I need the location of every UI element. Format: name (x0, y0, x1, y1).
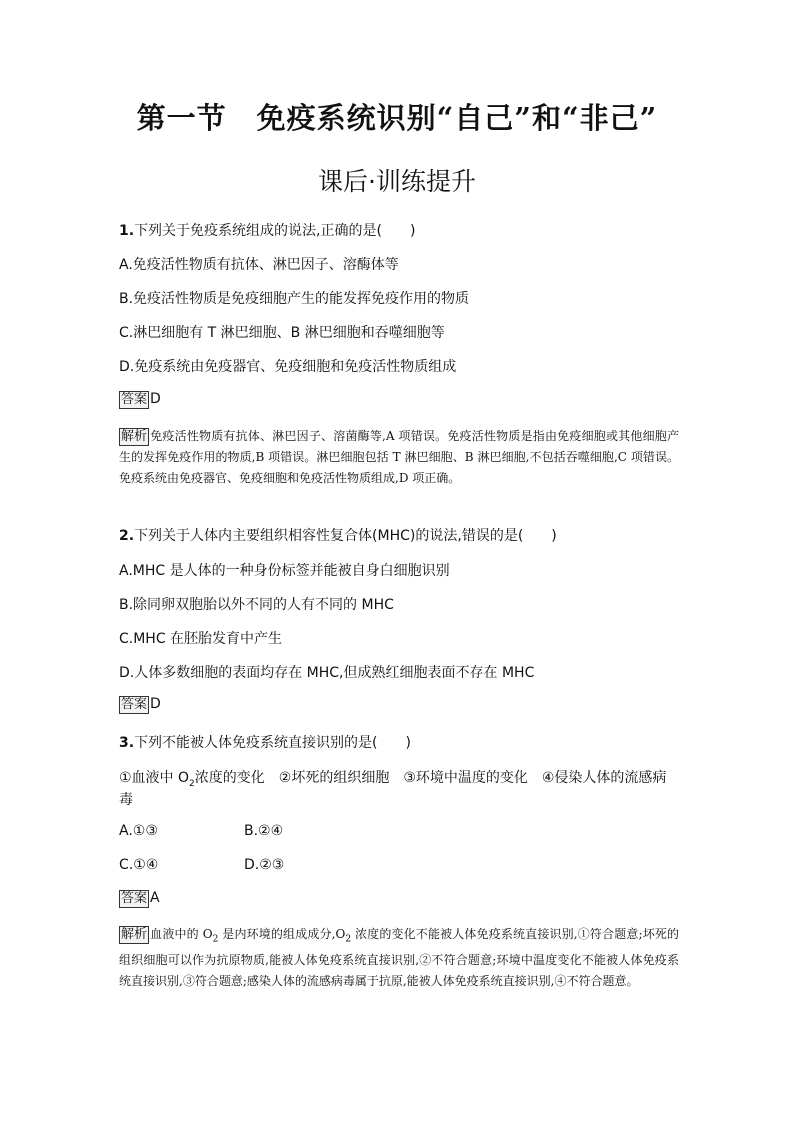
q3-options-row-2 (119, 857, 285, 873)
subscript: 2 (212, 934, 219, 945)
q1-option-d: D.免疫系统由免疫器官、免疫细胞和免疫活性物质组成 (119, 359, 457, 375)
question-text: 下列不能被人体免疫系统直接识别的是( ) (134, 735, 411, 751)
explanation-label: 解析 (121, 927, 148, 942)
answer-value: A (150, 890, 160, 906)
q3-option-a: A.①③ (119, 823, 158, 839)
q3-option-b: B.②④ (244, 823, 284, 839)
question-1-stem (119, 220, 415, 240)
q1-answer (119, 391, 161, 409)
question-text: 下列关于免疫系统组成的说法,正确的是( ) (134, 223, 416, 239)
q2-option-a: A.MHC 是人体的一种身份标签并能被自身白细胞识别 (119, 563, 450, 579)
q3-options-row-1 (119, 823, 284, 839)
q1-explanation (119, 426, 679, 489)
q3-explanation (119, 924, 679, 992)
explanation-text: 浓度的变化不能被人体免疫系统直接识别,①符合题意;坏死的组织细胞可以作为抗原物质,能被人体免疫系统直接识别,②不符合题意;环境中温度变化不能被人体免疫系统直接识别,③符合题意;感染人体的流感病毒属于抗原,能被人体免疫系统直接识别,④不符合题意。 (119, 927, 680, 989)
q2-answer (119, 696, 161, 714)
question-number: 2. (119, 528, 135, 544)
q2-option-b: B.除同卵双胞胎以外不同的人有不同的 MHC (119, 597, 394, 613)
answer-value: D (150, 391, 161, 407)
q3-option-d: D.②③ (244, 857, 285, 873)
explanation-label: 解析 (121, 429, 148, 444)
item-text: 浓度的变化 ②坏死的组织细胞 ③环境中温度的变化 ④侵染人体的流感病 (194, 770, 667, 786)
item-text: ①血液中 O (119, 770, 190, 786)
q3-option-c: C.①④ (119, 857, 159, 873)
question-text: 下列关于人体内主要组织相容性复合体(MHC)的说法,错误的是( ) (134, 528, 557, 544)
q1-option-a: A.免疫活性物质有抗体、淋巴因子、溶酶体等 (119, 257, 399, 273)
q3-items-line-2: 毒 (119, 792, 133, 808)
q2-option-c: C.MHC 在胚胎发育中产生 (119, 631, 283, 647)
section-title: 第一节 免疫系统识别“自己”和“非己” (136, 101, 658, 135)
answer-value: D (150, 696, 161, 712)
question-number: 3. (119, 735, 135, 751)
q1-option-c: C.淋巴细胞有 T 淋巴细胞、B 淋巴细胞和吞噬细胞等 (119, 325, 445, 341)
q3-answer (119, 890, 160, 908)
section-subtitle: 课后·训练提升 (318, 167, 476, 196)
explanation-text: 血液中的 O (150, 927, 213, 941)
subscript: 2 (345, 934, 352, 945)
answer-label: 答案 (121, 891, 148, 906)
q1-option-b: B.免疫活性物质是免疫细胞产生的能发挥免疫作用的物质 (119, 291, 470, 307)
question-3-stem (119, 732, 411, 752)
q2-option-d: D.人体多数细胞的表面均存在 MHC,但成熟红细胞表面不存在 MHC (119, 665, 535, 681)
explanation-text: 免疫活性物质有抗体、淋巴因子、溶菌酶等,A 项错误。免疫活性物质是指由免疫细胞或其他细胞产生的发挥免疫作用的物质,B 项错误。淋巴细胞包括 T 淋巴细胞、B 淋巴细胞,不包括吞噬细胞,C 项错误。免疫系统由免疫器官、免疫细胞和免疫活性物质组成,D 项正确。 (119, 429, 679, 485)
answer-label: 答案 (121, 392, 148, 407)
answer-label: 答案 (121, 697, 148, 712)
subscript: 2 (189, 778, 195, 789)
explanation-text: 是内环境的组成成分,O (218, 927, 346, 941)
question-2-stem (119, 525, 557, 545)
question-number: 1. (119, 223, 135, 239)
q3-items-line-1 (119, 767, 666, 789)
